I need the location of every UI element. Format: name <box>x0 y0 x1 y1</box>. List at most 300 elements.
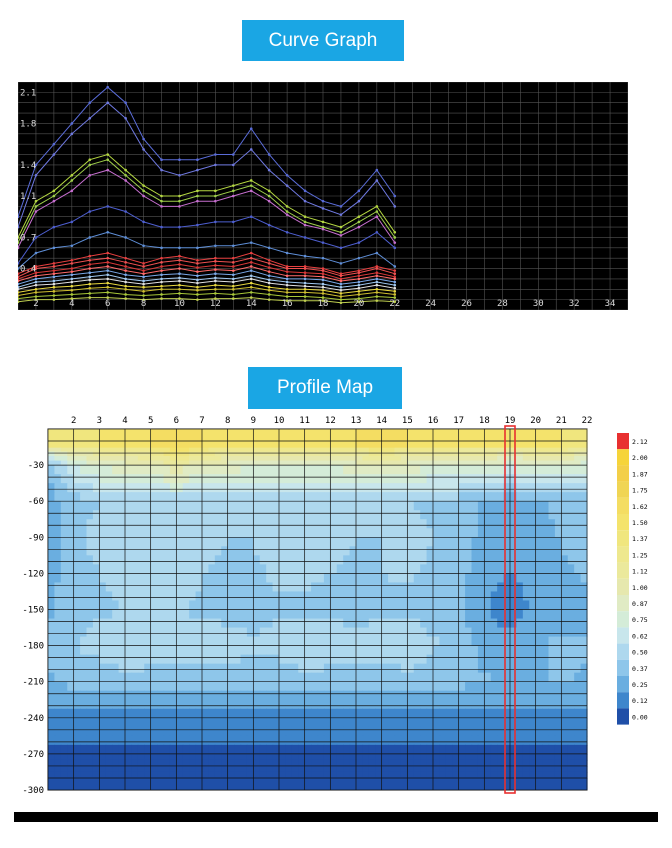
profile-cell <box>61 519 68 529</box>
profile-cell <box>395 637 402 647</box>
profile-cell <box>350 619 357 629</box>
profile-cell <box>414 736 421 746</box>
profile-cell <box>106 474 113 484</box>
profile-cell <box>87 700 94 710</box>
profile-cell <box>439 682 446 692</box>
profile-cell <box>459 682 466 692</box>
profile-cell <box>247 610 254 620</box>
curve-point <box>214 277 217 280</box>
profile-cell <box>439 709 446 719</box>
profile-cell <box>561 637 568 647</box>
profile-cell <box>401 546 408 556</box>
profile-cell <box>478 510 485 520</box>
profile-cell <box>151 766 158 773</box>
profile-cell <box>164 664 171 674</box>
curve-point <box>124 257 127 260</box>
profile-cell <box>568 610 575 620</box>
profile-cell <box>350 546 357 556</box>
profile-cell <box>164 610 171 620</box>
curve-point <box>196 195 199 198</box>
profile-cell <box>151 736 158 746</box>
curve-x-tick-label: 26 <box>461 299 472 309</box>
profile-cell <box>330 628 337 638</box>
profile-cell <box>561 664 568 674</box>
profile-cell <box>581 673 588 683</box>
profile-cell <box>510 745 517 755</box>
profile-cell <box>48 637 55 647</box>
profile-cell <box>298 754 305 761</box>
profile-cell <box>279 754 286 761</box>
profile-cell <box>273 736 280 746</box>
profile-legend-label: 0.37 <box>632 664 648 673</box>
profile-cell <box>125 465 132 475</box>
profile-cell <box>266 555 273 565</box>
profile-cell <box>529 456 536 461</box>
profile-cell <box>170 646 177 656</box>
profile-cell <box>516 610 523 620</box>
profile-cell <box>356 528 363 538</box>
profile-cell <box>247 452 254 457</box>
profile-cell <box>536 736 543 746</box>
profile-cell <box>574 760 581 767</box>
profile-cell <box>125 637 132 647</box>
profile-cell <box>318 691 325 701</box>
profile-cell <box>497 564 504 574</box>
profile-cell <box>356 610 363 620</box>
profile-cell <box>574 646 581 656</box>
curve-point <box>268 262 271 265</box>
profile-cell <box>318 456 325 461</box>
profile-cell <box>247 691 254 701</box>
profile-cell <box>305 582 312 592</box>
profile-cell <box>491 673 498 683</box>
profile-cell <box>106 745 113 755</box>
profile-cell <box>138 700 145 710</box>
profile-cell <box>80 727 87 737</box>
profile-cell <box>516 591 523 601</box>
curve-point <box>232 190 235 193</box>
profile-cell <box>439 700 446 710</box>
profile-cell <box>183 528 190 538</box>
curve-point <box>376 179 379 182</box>
profile-cell <box>151 555 158 565</box>
profile-cell <box>491 664 498 674</box>
profile-cell <box>472 760 479 767</box>
profile-cell <box>279 510 286 520</box>
profile-cell <box>183 646 190 656</box>
profile-cell <box>189 483 196 493</box>
profile-cell <box>266 619 273 629</box>
profile-cell <box>549 700 556 710</box>
profile-cell <box>106 600 113 610</box>
profile-cell <box>99 501 106 511</box>
profile-cell <box>362 682 369 692</box>
profile-cell <box>484 564 491 574</box>
curve-point <box>106 153 109 156</box>
profile-cell <box>176 619 183 629</box>
curve-point <box>124 117 127 120</box>
profile-cell <box>330 646 337 656</box>
profile-cell <box>285 452 292 457</box>
profile-cell <box>452 546 459 556</box>
profile-cell <box>253 510 260 520</box>
profile-cell <box>542 646 549 656</box>
profile-cell <box>157 646 164 656</box>
profile-cell <box>183 555 190 565</box>
profile-cell <box>67 673 74 683</box>
profile-cell <box>151 619 158 629</box>
profile-cell <box>549 682 556 692</box>
profile-cell <box>279 573 286 583</box>
profile-cell <box>119 628 126 638</box>
profile-cell <box>555 528 562 538</box>
profile-cell <box>234 456 241 461</box>
profile-cell <box>157 745 164 755</box>
profile-cell <box>138 637 145 647</box>
profile-cell <box>388 573 395 583</box>
profile-cell <box>382 691 389 701</box>
profile-cell <box>67 546 74 556</box>
profile-cell <box>273 673 280 683</box>
profile-cell <box>459 766 466 773</box>
profile-cell <box>273 619 280 629</box>
profile-cell <box>516 447 523 452</box>
profile-legend-label: 1.50 <box>632 519 648 527</box>
profile-cell <box>382 700 389 710</box>
profile-cell <box>337 582 344 592</box>
profile-cell <box>260 700 267 710</box>
profile-cell <box>260 528 267 538</box>
curve-point <box>268 293 271 296</box>
profile-cell <box>305 727 312 737</box>
profile-cell <box>414 546 421 556</box>
profile-cell <box>555 766 562 773</box>
profile-cell <box>196 465 203 475</box>
profile-cell <box>189 546 196 556</box>
profile-cell <box>382 727 389 737</box>
profile-cell <box>439 519 446 529</box>
curve-point <box>340 234 343 237</box>
profile-cell <box>401 474 408 484</box>
profile-cell <box>439 745 446 755</box>
profile-cell <box>273 772 280 779</box>
curve-point <box>88 283 91 286</box>
profile-cell <box>196 637 203 647</box>
profile-cell <box>125 429 151 448</box>
profile-cell <box>388 709 395 719</box>
profile-cell <box>131 772 138 779</box>
profile-cell <box>202 700 209 710</box>
profile-cell <box>414 718 421 728</box>
profile-cell <box>67 766 74 773</box>
profile-cell <box>202 760 209 767</box>
curve-point <box>160 226 163 229</box>
profile-cell <box>221 456 228 461</box>
profile-cell <box>395 673 402 683</box>
profile-cell <box>516 528 523 538</box>
profile-cell <box>74 600 81 610</box>
profile-cell <box>337 673 344 683</box>
profile-cell <box>446 465 453 475</box>
profile-cell <box>202 772 209 779</box>
profile-cell <box>401 673 408 683</box>
profile-cell <box>581 546 588 556</box>
curve-point <box>268 270 271 273</box>
profile-cell <box>138 646 145 656</box>
profile-cell <box>234 691 241 701</box>
profile-cell <box>67 760 74 767</box>
profile-cell <box>343 745 350 755</box>
curve-point <box>304 255 307 258</box>
profile-cell <box>350 736 357 746</box>
profile-cell <box>119 637 126 647</box>
profile-cell <box>151 745 158 755</box>
profile-cell <box>433 760 440 767</box>
profile-cell <box>427 745 434 755</box>
profile-cell <box>407 754 414 761</box>
profile-cell <box>131 582 138 592</box>
profile-cell <box>164 510 171 520</box>
profile-cell <box>74 766 81 773</box>
profile-cell <box>215 760 222 767</box>
profile-cell <box>318 718 325 728</box>
profile-cell <box>523 682 530 692</box>
profile-cell <box>529 474 536 484</box>
profile-cell <box>215 754 222 761</box>
profile-cell <box>119 564 126 574</box>
profile-cell <box>61 754 68 761</box>
profile-cell <box>202 637 209 647</box>
profile-cell <box>414 555 421 565</box>
profile-cell <box>234 655 241 665</box>
profile-cell <box>305 673 312 683</box>
profile-x-tick-label: 11 <box>299 416 311 426</box>
profile-cell <box>131 646 138 656</box>
profile-cell <box>131 528 138 538</box>
profile-cell <box>164 564 171 574</box>
profile-cell <box>523 772 530 779</box>
profile-cell <box>555 510 562 520</box>
profile-cell <box>497 655 504 665</box>
profile-cell <box>196 564 203 574</box>
profile-cell <box>555 682 562 692</box>
profile-cell <box>330 465 337 475</box>
curve-point <box>376 267 379 270</box>
curve-point <box>393 231 396 234</box>
profile-cell <box>112 465 119 475</box>
profile-cell <box>337 600 344 610</box>
profile-cell <box>202 501 209 511</box>
profile-cell <box>491 700 498 710</box>
profile-cell <box>125 709 132 719</box>
profile-cell <box>298 564 305 574</box>
profile-cell <box>266 628 273 638</box>
profile-cell <box>125 655 132 665</box>
profile-cell <box>279 528 286 538</box>
profile-cell <box>266 736 273 746</box>
profile-cell <box>337 501 344 511</box>
profile-cell <box>67 610 74 620</box>
profile-cell <box>247 510 254 520</box>
profile-cell <box>189 646 196 656</box>
profile-cell <box>542 591 549 601</box>
profile-cell <box>555 673 562 683</box>
profile-cell <box>472 452 479 457</box>
profile-cell <box>87 492 94 502</box>
profile-cell <box>574 700 581 710</box>
profile-cell <box>382 736 389 746</box>
profile-cell <box>151 691 158 701</box>
profile-cell <box>478 718 485 728</box>
profile-cell <box>93 655 100 665</box>
profile-cell <box>523 447 530 452</box>
profile-cell <box>536 573 543 583</box>
profile-cell <box>305 778 331 790</box>
curve-point <box>286 231 289 234</box>
profile-cell <box>311 691 318 701</box>
profile-cell <box>356 564 363 574</box>
profile-cell <box>446 760 453 767</box>
profile-cell <box>395 772 402 779</box>
profile-cell <box>542 673 549 683</box>
profile-cell <box>439 546 446 556</box>
profile-cell <box>375 474 382 484</box>
profile-cell <box>362 610 369 620</box>
profile-cell <box>292 691 299 701</box>
profile-cell <box>170 736 177 746</box>
profile-cell <box>61 492 68 502</box>
profile-cell <box>164 691 171 701</box>
curve-point <box>160 278 163 281</box>
profile-cell <box>151 700 158 710</box>
curve-point <box>106 291 109 294</box>
curve-point <box>304 224 307 227</box>
profile-cell <box>164 582 171 592</box>
profile-cell <box>414 691 421 701</box>
curve-point <box>232 184 235 187</box>
profile-cell <box>228 510 235 520</box>
profile-cell <box>375 510 382 520</box>
profile-cell <box>208 709 215 719</box>
profile-cell <box>478 474 485 484</box>
profile-cell <box>298 492 305 502</box>
profile-cell <box>305 619 312 629</box>
profile-cell <box>170 447 177 452</box>
profile-cell <box>221 492 228 502</box>
profile-cell <box>318 655 325 665</box>
profile-cell <box>189 528 196 538</box>
profile-cell <box>202 474 209 484</box>
profile-cell <box>99 591 106 601</box>
profile-cell <box>285 447 292 452</box>
profile-cell <box>305 429 331 448</box>
profile-cell <box>478 573 485 583</box>
curve-point <box>232 244 235 247</box>
profile-cell <box>292 754 299 761</box>
profile-cell <box>452 582 459 592</box>
profile-cell <box>80 655 87 665</box>
profile-cell <box>112 691 119 701</box>
profile-cell <box>478 619 485 629</box>
profile-cell <box>311 474 318 484</box>
profile-cell <box>350 492 357 502</box>
profile-cell <box>138 745 145 755</box>
profile-cell <box>324 760 331 767</box>
profile-cell <box>555 573 562 583</box>
profile-cell <box>529 655 536 665</box>
profile-cell <box>273 727 280 737</box>
profile-cell <box>343 447 350 452</box>
profile-cell <box>324 573 331 583</box>
profile-y-tick-label: -150 <box>22 605 44 616</box>
profile-cell <box>561 582 568 592</box>
profile-cell <box>125 546 132 556</box>
profile-cell <box>61 646 68 656</box>
profile-cell <box>414 528 421 538</box>
profile-cell <box>183 474 190 484</box>
profile-cell <box>362 447 369 452</box>
profile-cell <box>427 646 434 656</box>
profile-cell <box>247 727 254 737</box>
profile-cell <box>420 655 427 665</box>
profile-cell <box>337 519 344 529</box>
profile-cell <box>343 772 350 779</box>
profile-cell <box>343 537 350 547</box>
profile-cell <box>478 700 485 710</box>
curve-point <box>286 295 289 298</box>
profile-cell <box>221 474 228 484</box>
profile-cell <box>131 760 138 767</box>
profile-cell <box>74 528 81 538</box>
profile-cell <box>561 501 568 511</box>
profile-cell <box>375 700 382 710</box>
profile-cell <box>388 537 395 547</box>
profile-cell <box>54 745 61 755</box>
curve-point <box>340 301 343 304</box>
profile-cell <box>253 727 260 737</box>
profile-cell <box>529 709 536 719</box>
profile-cell <box>472 619 479 629</box>
profile-cell <box>54 465 61 475</box>
profile-cell <box>292 456 299 461</box>
profile-cell <box>369 691 376 701</box>
profile-cell <box>54 492 61 502</box>
profile-cell <box>298 452 305 457</box>
profile-cell <box>337 760 344 767</box>
profile-cell <box>215 452 222 457</box>
profile-cell <box>138 691 145 701</box>
profile-cell <box>369 582 376 592</box>
profile-cell <box>523 492 530 502</box>
profile-cell <box>343 510 350 520</box>
profile-cell <box>87 447 94 452</box>
curve-point <box>160 247 163 250</box>
profile-cell <box>330 447 337 452</box>
profile-cell <box>247 637 254 647</box>
profile-cell <box>523 718 530 728</box>
profile-cell <box>536 628 543 638</box>
profile-cell <box>555 754 562 761</box>
profile-cell <box>138 510 145 520</box>
profile-cell <box>362 510 369 520</box>
profile-cell <box>343 727 350 737</box>
profile-cell <box>369 709 376 719</box>
profile-cell <box>48 573 55 583</box>
profile-cell <box>273 537 280 547</box>
profile-cell <box>266 772 273 779</box>
profile-cell <box>74 619 81 629</box>
curve-point <box>178 205 181 208</box>
